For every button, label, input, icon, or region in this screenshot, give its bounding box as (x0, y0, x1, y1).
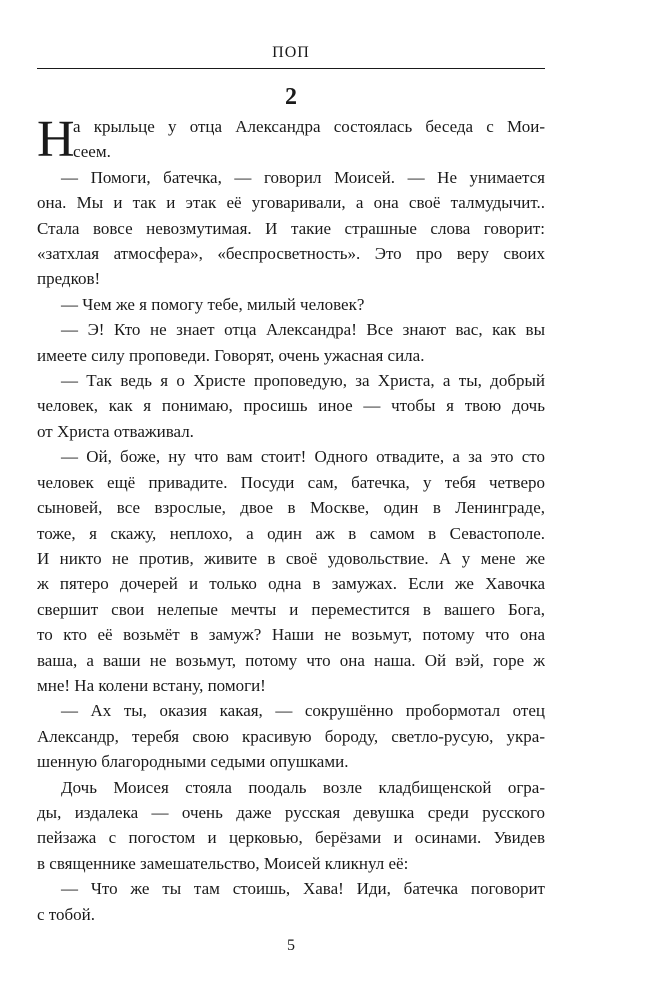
text-line: свершит свои нелепые мечты и переместится в вашего Бога, (37, 599, 545, 619)
text-line: — Э! Кто не знает отца Александра! Все знают вас, как вы (61, 320, 545, 340)
text-line: — Что же ты там стоишь, Хава! Иди, батечка поговорит (61, 879, 545, 899)
text-line: ды, издалека — очень даже русская девушка среди русского (37, 802, 545, 822)
text-line: мне! На колени встану, помоги! (37, 675, 266, 695)
text-line: — Помоги, батечка, — говорил Моисей. — Не унимается (61, 167, 545, 187)
text-line: — Чем же я помогу тебе, милый человек? (61, 294, 365, 314)
paragraph (37, 111, 545, 168)
text-line: человек, как я понимаю, просишь иное — чтобы я твою дочь (37, 396, 545, 416)
paragraph (37, 317, 545, 368)
paragraph (37, 444, 545, 698)
paragraph (37, 698, 545, 774)
text-line: человек ещё привадите. Посуди сам, батечка, у тебя четверо (37, 472, 545, 492)
text-line: в священнике замешательство, Моисей кликнул её: (37, 853, 409, 873)
book-page (37, 0, 545, 1000)
body-text (37, 111, 545, 927)
paragraph (37, 165, 545, 292)
text-line: — Так ведь я о Христе проповедую, за Христа, а ты, добрый (61, 371, 545, 391)
text-line: с тобой. (37, 904, 95, 924)
chapter-number: 2 (285, 84, 297, 110)
paragraph (37, 368, 545, 444)
text-line: от Христа отваживал. (37, 421, 194, 441)
text-line: пейзажа с погостом и церковью, берёзами и осинами. Увидев (37, 828, 545, 848)
text-line: шенную благородными седыми опушками. (37, 752, 349, 772)
text-line: — Ой, боже, ну что вам стоит! Одного отвадите, а за это сто (61, 447, 545, 467)
text-line: предков! (37, 269, 101, 289)
text-line: — Ах ты, оказия какая, — сокрушённо пробормотал отец (61, 701, 545, 721)
paragraph (37, 775, 545, 877)
text-line: сеем. (73, 142, 111, 162)
text-line: она. Мы и так и этак её уговаривали, а она своё талмудычит.. (37, 193, 545, 213)
text-line: «затхлая атмосфера», «беспросветность». Это про веру своих (37, 244, 545, 264)
page-number: 5 (287, 937, 295, 954)
running-title: ПОП (272, 44, 310, 61)
paragraph (37, 292, 545, 317)
text-line: ж пятеро дочерей и только одна в замужах. Если же Хавочка (37, 574, 545, 594)
text-line: тоже, я скажу, неплохо, а один аж в самом в Севастополе. (37, 523, 545, 543)
header-rule (37, 68, 545, 69)
text-line: ваша, а ваши не возьмут, потому что она наша. Ой вэй, горе ж (37, 650, 545, 670)
text-line: сыновей, все взрослые, двое в Москве, один в Ленинграде, (37, 498, 545, 518)
paragraph (37, 876, 545, 927)
text-line: И никто не против, живите в своё удовольствие. А у мене же (37, 548, 545, 568)
text-line: Александр, теребя свою красивую бороду, светло-русую, укра- (37, 726, 545, 746)
text-line: то кто её возьмёт в замуж? Наши не возьмут, потому что она (37, 625, 545, 645)
text-line: Дочь Моисея стояла поодаль возле кладбищенской огра- (61, 777, 545, 797)
text-line: имеете силу проповеди. Говорят, очень ужасная сила. (37, 345, 425, 365)
drop-cap: Н (37, 111, 75, 168)
text-line: Стала вовсе невозмутимая. И такие страшные слова говорит: (37, 218, 545, 238)
text-line: а крыльце у отца Александра состоялась беседа с Мои- (73, 117, 545, 136)
